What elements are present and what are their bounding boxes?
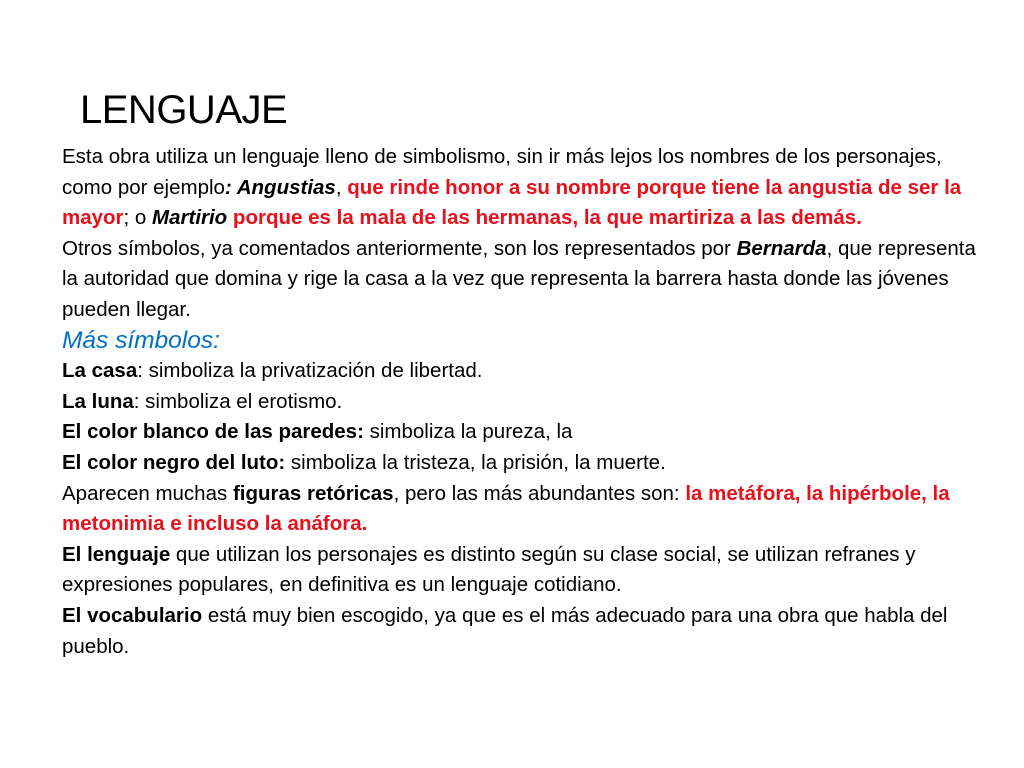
figuras-text: Aparecen muchas (62, 481, 233, 505)
angustias-name: : Angustias (224, 175, 336, 199)
otros-paragraph (62, 234, 992, 326)
symbol-desc: : simboliza el erotismo. (133, 389, 343, 413)
intro-text: Esta obra utiliza un lenguaje lleno de simbolismo, sin ir más lejos los nombres de los personajes, como por ejemplo (62, 145, 942, 199)
otros-text: Otros símbolos, ya comentados anteriormente, son los representados por (62, 236, 737, 260)
slide-body (62, 142, 992, 662)
symbol-item (62, 356, 992, 387)
lenguaje-paragraph (62, 540, 992, 601)
subheading: Más símbolos: (62, 326, 220, 354)
intro-paragraph (62, 142, 992, 234)
intro-comma: , (335, 175, 348, 199)
intro-separator: ; o (123, 206, 153, 230)
lenguaje-text: que utilizan los personajes es distinto según su clase social, se utilizan refranes y expresiones populares, en definitiva es un lenguaje cotidiano. (62, 542, 916, 597)
symbol-item (62, 448, 992, 479)
bernarda-name: Bernarda (736, 236, 827, 260)
symbol-term: La casa (62, 359, 138, 383)
symbol-desc: simboliza la tristeza, la prisión, la muerte. (285, 450, 666, 474)
figuras-term: figuras retóricas (232, 481, 394, 505)
otros-text-end: , que representa la autoridad que domina y rige la casa a la vez que representa la barrera hasta donde las jóvenes pueden llegar. (62, 236, 976, 321)
symbol-desc: : simboliza la privatización de libertad. (137, 359, 483, 383)
symbol-item (62, 387, 992, 418)
figuras-text-mid: , pero las más abundantes son: (393, 481, 686, 505)
angustias-explanation: que rinde honor a su nombre porque tiene la angustia de ser la mayor (62, 175, 962, 230)
vocabulario-paragraph (62, 601, 992, 662)
symbol-term: La luna (62, 389, 134, 413)
symbol-item (62, 417, 992, 448)
symbol-term: El color blanco de las paredes: (62, 420, 364, 444)
vocabulario-text: está muy bien escogido, ya que es el más adecuado para una obra que habla del pueblo. (62, 603, 948, 658)
figuras-list: la metáfora, la hipérbole, la metonimia e incluso la anáfora. (62, 481, 950, 536)
martirio-explanation: porque es la mala de las hermanas, la que martiriza a las demás. (232, 206, 862, 230)
martirio-name: Martirio (152, 206, 228, 230)
slide-title: LENGUAJE (80, 88, 288, 132)
lenguaje-term: El lenguaje (62, 542, 171, 566)
symbol-term: El color negro del luto: (62, 450, 286, 474)
figuras-paragraph (62, 479, 992, 540)
vocabulario-term: El vocabulario (62, 603, 203, 627)
symbol-desc: simboliza la pureza, la (363, 420, 573, 444)
